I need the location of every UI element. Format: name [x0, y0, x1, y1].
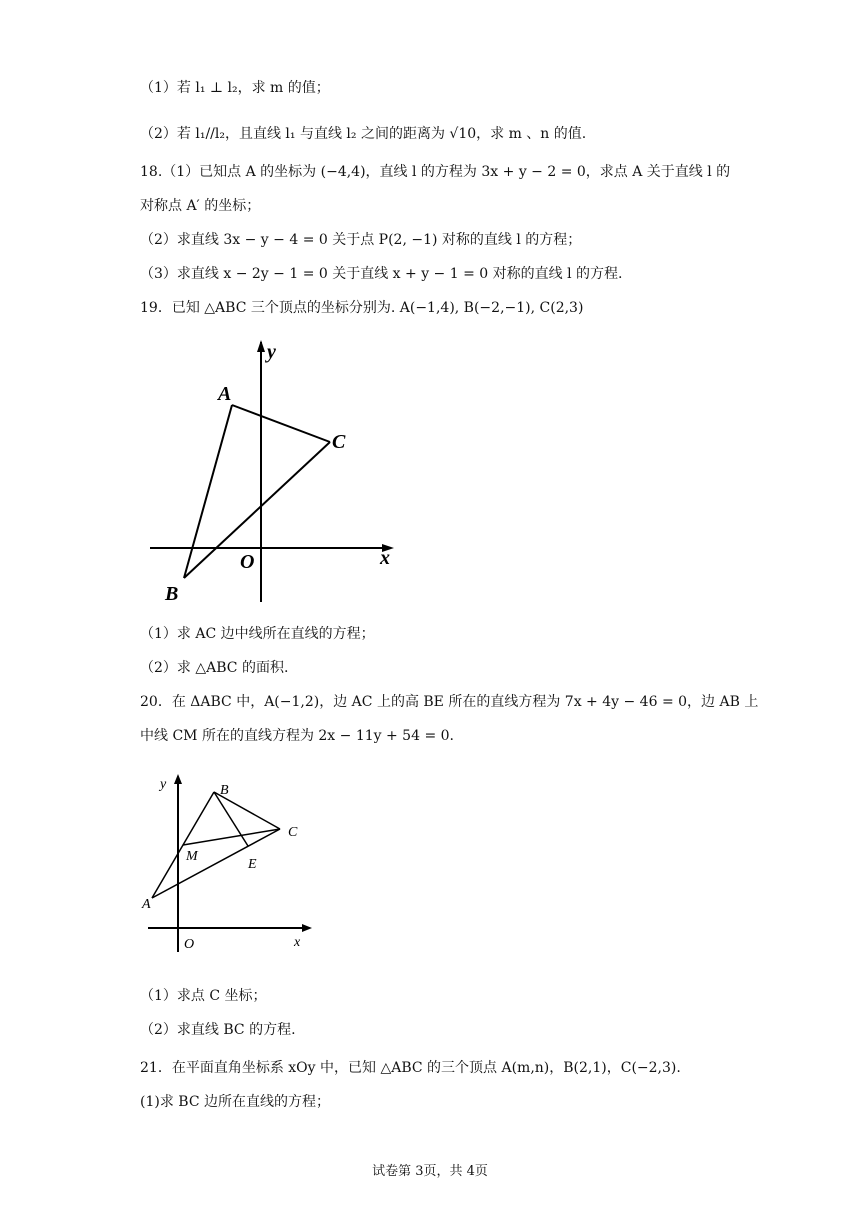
- label-O: O: [184, 937, 195, 952]
- question-19-part-2: （2）求 △ABC 的面积.: [140, 660, 289, 676]
- label-O: O: [240, 551, 255, 573]
- label-B: B: [165, 583, 179, 605]
- x-axis-arrow: [302, 924, 312, 932]
- question-18-intro: 18.（1）已知点 A 的坐标为 (−4,4)，直线 l 的方程为 3x + y − 2 = 0，求点 A 关于直线 l 的: [140, 164, 731, 180]
- question-part-2: （2）若 l₁//l₂，且直线 l₁ 与直线 l₂ 之间的距离为 √10，求 m 、n 的值.: [140, 126, 587, 142]
- label-M: M: [186, 849, 198, 864]
- label-A: A: [218, 383, 232, 405]
- label-E: E: [248, 857, 257, 872]
- figure-q19-triangle: [140, 332, 430, 617]
- label-x: x: [294, 935, 301, 950]
- question-18-part-2: （2）求直线 3x − y − 4 = 0 关于点 P(2, −1) 对称的直线 l 的方程；: [140, 232, 582, 248]
- label-A: A: [142, 897, 151, 912]
- question-part-1: （1）若 l₁ ⊥ l₂，求 m 的值；: [140, 80, 330, 96]
- question-20-part-2: （2）求直线 BC 的方程.: [140, 1022, 296, 1038]
- segment-AC: [232, 405, 330, 442]
- question-19-intro: 19．已知 △ABC 三个顶点的坐标分别为. A(−1,4), B(−2,−1), C(2,3): [140, 300, 584, 316]
- question-20-intro: 20．在 ΔABC 中，A(−1,2)，边 AC 上的高 BE 所在的直线方程为 7x + 4y − 46 = 0，边 AB 上: [140, 694, 759, 710]
- label-y: y: [160, 777, 167, 792]
- segment-BC: [184, 442, 330, 578]
- page-footer: 试卷第 3页，共 4页: [372, 1164, 488, 1179]
- question-20-part-1: （1）求点 C 坐标；: [140, 988, 267, 1004]
- label-B: B: [220, 783, 229, 798]
- label-x: x: [380, 547, 390, 569]
- question-20-intro-cont: 中线 CM 所在的直线方程为 2x − 11y + 54 = 0.: [140, 728, 454, 744]
- question-18-part-3: （3）求直线 x − 2y − 1 = 0 关于直线 x + y − 1 = 0 对称的直线 l 的方程.: [140, 266, 623, 282]
- question-21-intro: 21．在平面直角坐标系 xOy 中，已知 △ABC 的三个顶点 A(m,n)，B(2,1)，C(−2,3).: [140, 1060, 681, 1076]
- y-axis-arrow: [257, 340, 265, 352]
- question-21-part-1: (1)求 BC 边所在直线的方程；: [140, 1094, 330, 1110]
- label-C: C: [288, 825, 298, 840]
- segment-AB: [184, 405, 232, 578]
- label-y: y: [267, 341, 276, 363]
- segment-BE: [214, 792, 248, 846]
- question-19-part-1: （1）求 AC 边中线所在直线的方程；: [140, 626, 375, 642]
- label-C: C: [332, 431, 346, 453]
- question-18-intro-cont: 对称点 A′ 的坐标；: [140, 198, 261, 214]
- y-axis-arrow: [174, 774, 182, 784]
- figure-q20-triangle: [140, 770, 320, 960]
